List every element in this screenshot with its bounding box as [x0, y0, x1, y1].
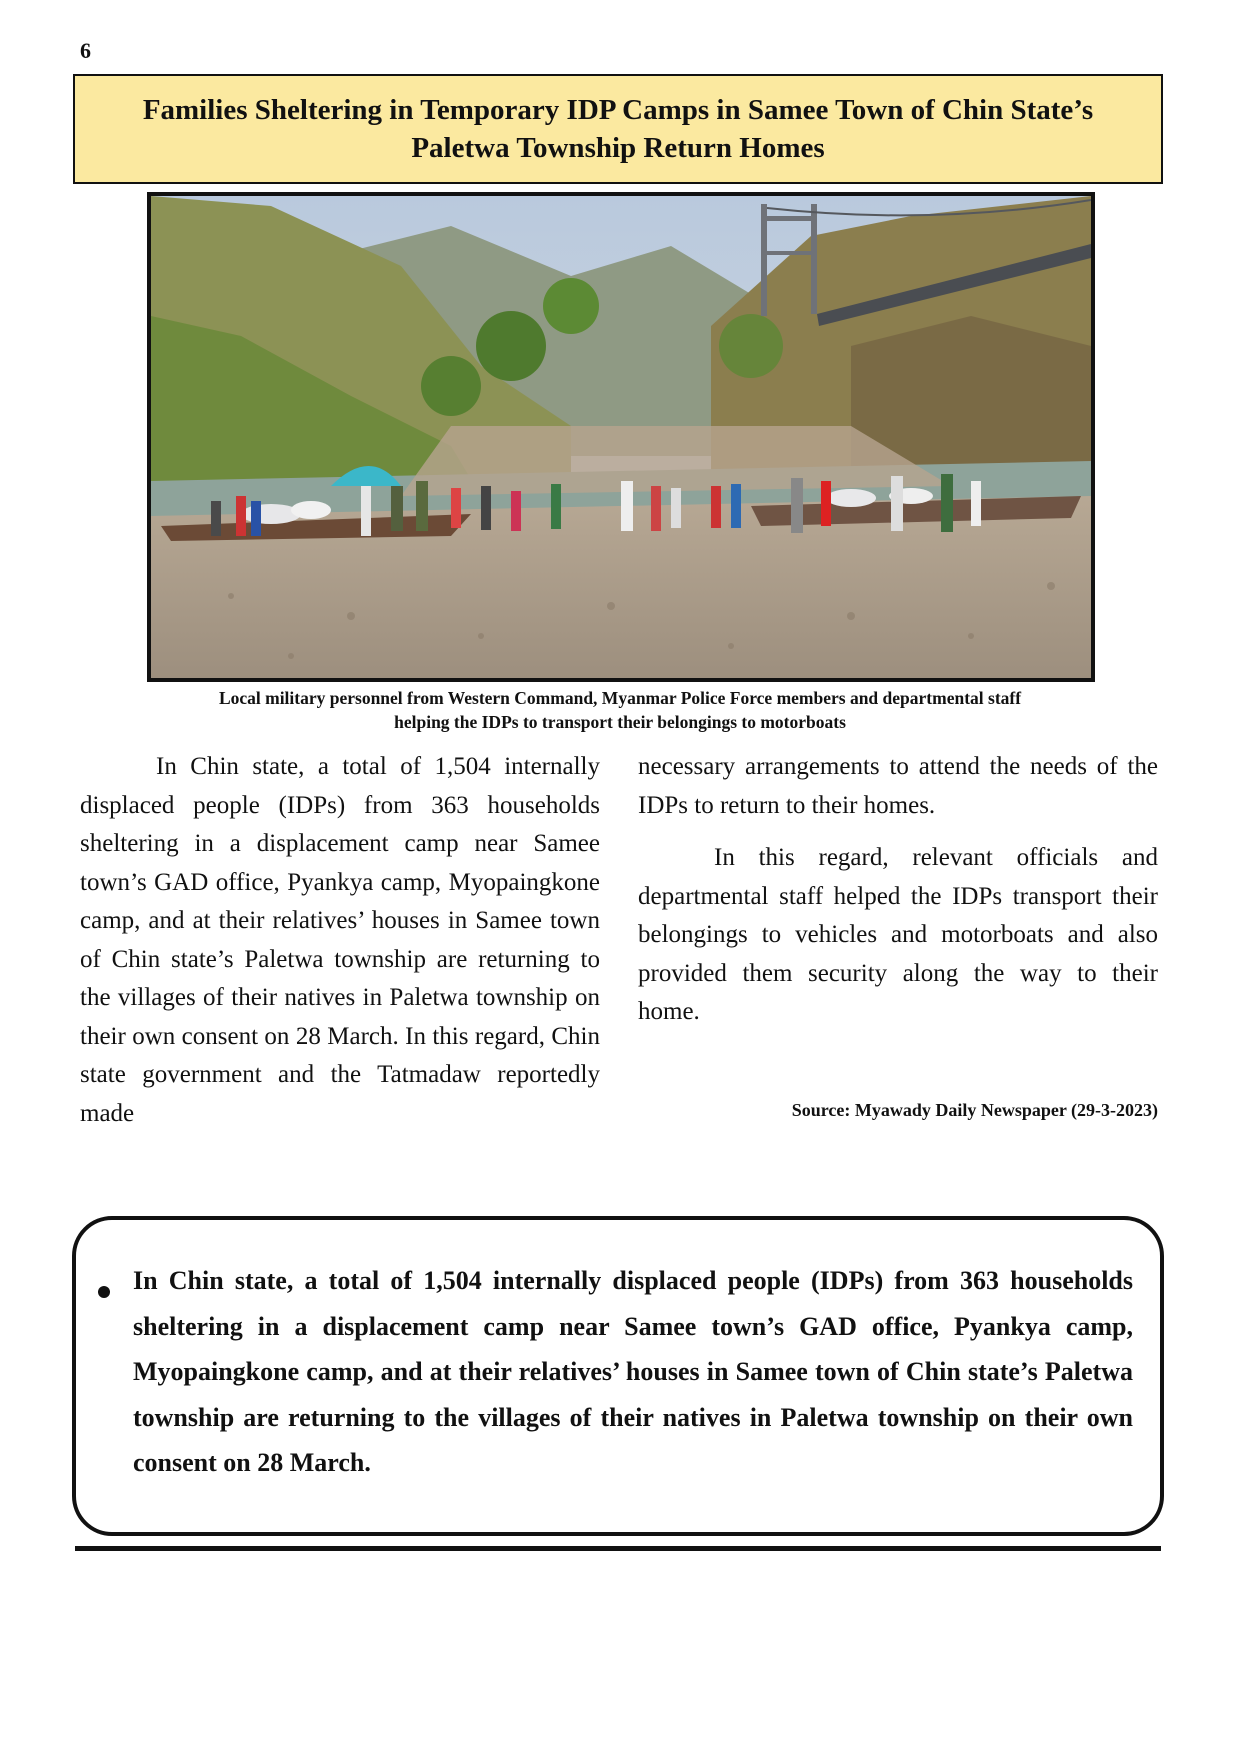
article-column-left: In Chin state, a total of 1,504 internally displaced people (IDPs) from 363 households sheltering in a displacement camp near Samee town’s GAD office, Pyankya camp, Myopaingkone camp, and at their relatives’ houses in Samee town of Chin state’s Paletwa township are returning to the villages of their natives in Paletwa township on their own consent on 28 March. In this regard, Chin state government and the Tatmadaw reportedly made — [80, 753, 600, 1127]
source-credit: Source: Myawady Daily Newspaper (29-3-2023) — [791, 1100, 1158, 1120]
article-column-right — [638, 748, 1158, 1032]
article-paragraph: In this regard, relevant officials and departmental staff helped the IDPs transport their belongings to vehicles and motorboats and also provided them security along the way to their home. — [638, 844, 1158, 1025]
bullet-icon — [98, 1286, 110, 1298]
article-title-line-1: Families Sheltering in Temporary IDP Camps in Samee Town of Chin State’s — [142, 94, 1094, 126]
summary-text: In Chin state, a total of 1,504 internally displaced people (IDPs) from 363 households sheltering in a displacement camp near Samee town’s GAD office, Pyankya camp, Myopaingkone camp, and at their relatives’ houses in Samee town of Chin state’s Paletwa township are returning to the villages of their natives in Paletwa township on their own consent on 28 March. — [133, 1266, 1133, 1477]
article-title-line-2: Paletwa Township Return Homes — [411, 132, 825, 164]
article-title-box — [73, 74, 1163, 184]
summary-box — [72, 1216, 1164, 1536]
news-photo — [147, 192, 1095, 682]
article-paragraph-continued: necessary arrangements to attend the needs of the IDPs to return to their homes. — [638, 753, 1158, 819]
photo-caption-line-2: helping the IDPs to transport their belongings to motorboats — [394, 712, 846, 732]
page-number: 6 — [80, 38, 91, 63]
photo-caption — [130, 686, 1110, 734]
bottom-divider — [75, 1546, 1161, 1551]
riverbank-photo-illustration — [151, 196, 1091, 678]
photo-caption-line-1: Local military personnel from Western Command, Myanmar Police Force members and departmental staff — [218, 688, 1022, 708]
